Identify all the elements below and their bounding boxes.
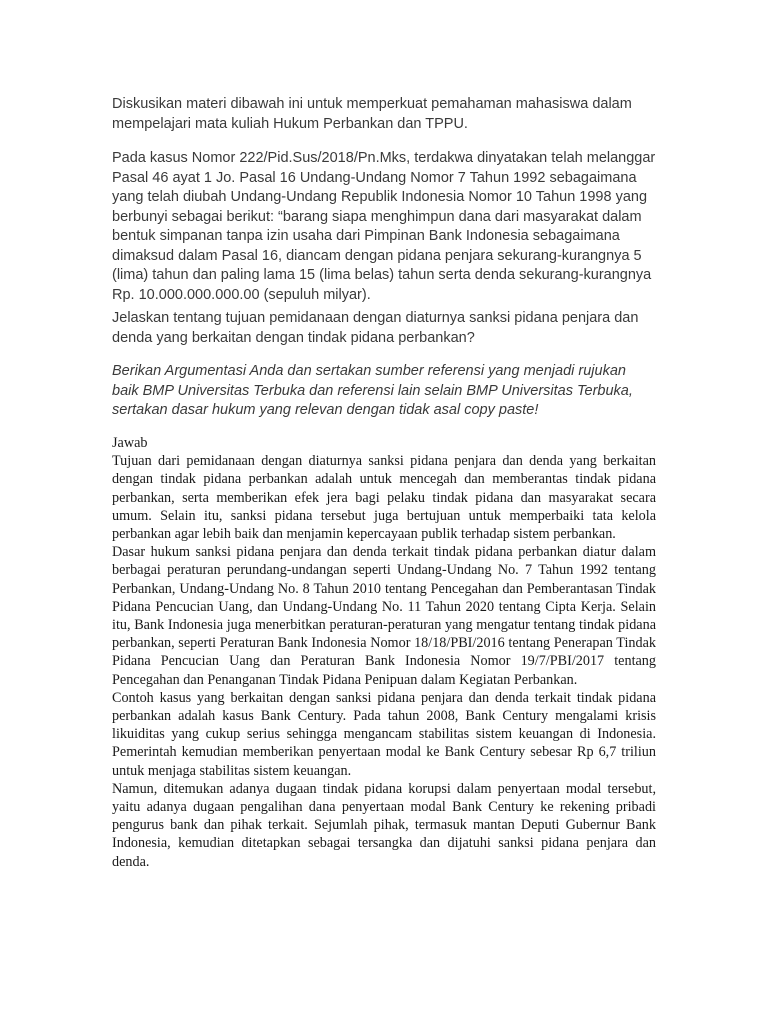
intro-paragraph: Diskusikan materi dibawah ini untuk memperkuat pemahaman mahasiswa dalam mempelajari mata kuliah Hukum Perbankan dan TPPU. <box>112 96 632 132</box>
instruction-paragraph: Berikan Argumentasi Anda dan sertakan sumber referensi yang menjadi rujukan baik BMP Universitas Terbuka dan referensi lain selain BMP Universitas Terbuka, sertakan dasar hukum yang relevan dengan tidak asal copy paste! <box>112 363 633 418</box>
answer-paragraph-2: Dasar hukum sanksi pidana penjara dan denda terkait tindak pidana perbankan diatur dalam berbagai peraturan perundang-undangan seperti Undang-Undang No. 7 Tahun 1992 tentang Perbankan, Undang-Undang No. 8 Tahun 2010 tentang Pencegahan dan Pemberantasan Tindak Pidana Pencucian Uang, dan Undang-Undang No. 11 Tahun 2020 tentang Cipta Kerja. Selain itu, Bank Indonesia juga menerbitkan peraturan-peraturan yang mengatur tentang tindak pidana perbankan, seperti Peraturan Bank Indonesia Nomor 18/18/PBI/2016 tentang Penerapan Tindak Pidana Pencucian Uang dan Peraturan Bank Indonesia Nomor 19/7/PBI/2017 tentang Pencegahan dan Penanganan Tindak Pidana Penipuan dalam Kegiatan Perbankan. <box>112 544 656 688</box>
question-paragraph: Jelaskan tentang tujuan pemidanaan dengan diaturnya sanksi pidana penjara dan denda yang berkaitan dengan tindak pidana perbankan? <box>112 310 639 346</box>
answer-paragraph-1: Tujuan dari pemidanaan dengan diaturnya sanksi pidana penjara dan denda yang berkaitan dengan tindak pidana perbankan adalah untuk mencegah dan memberantas tindak pidana perbankan, serta memberikan efek jera bagi pelaku tindak pidana dan masyarakat secara umum. Selain itu, sanksi pidana tersebut juga bertujuan untuk memperbaiki tata kelola perbankan agar lebih baik dan menjamin kepercayaan publik terhadap sistem perbankan. <box>112 453 656 543</box>
answer-paragraph-3: Contoh kasus yang berkaitan dengan sanksi pidana penjara dan denda terkait tindak pidana perbankan adalah kasus Bank Century. Pada tahun 2008, Bank Century mengalami krisis likuiditas yang cukup serius sehingga mengancam stabilitas sistem keuangan di Indonesia. Pemerintah kemudian memberikan penyertaan modal ke Bank Century sebesar Rp 6,7 triliun untuk menjaga stabilitas sistem keuangan. <box>112 689 656 779</box>
answer-section <box>112 434 656 871</box>
answer-paragraph-4: Namun, ditemukan adanya dugaan tindak pidana korupsi dalam penyertaan modal tersebut, yaitu adanya dugaan pengalihan dana penyertaan modal Bank Century ke rekening pribadi pengurus bank dan pihak terkait. Sejumlah pihak, termasuk mantan Deputi Gubernur Bank Indonesia, kemudian ditetapkan sebagai tersangka dan dijatuhi sanksi pidana penjara dan denda. <box>112 780 656 870</box>
case-paragraph: Pada kasus Nomor 222/Pid.Sus/2018/Pn.Mks, terdakwa dinyatakan telah melanggar Pasal 46 ayat 1 Jo. Pasal 16 Undang-Undang Nomor 7 Tahun 1992 sebagaimana yang telah diubah Undang-Undang Republik Indonesia Nomor 10 Tahun 1998 yang berbunyi sebagai berikut: “barang siapa menghimpun dana dari masyarakat dalam bentuk simpanan tanpa izin usaha dari Pimpinan Bank Indonesia sebagaimana dimaksud dalam Pasal 16, diancam dengan pidana penjara sekurang-kurangnya 5 (lima) tahun dan paling lama 15 (lima belas) tahun serta denda sekurang-kurangnya Rp. 10.000.000.000.00 (sepuluh milyar). <box>112 150 656 303</box>
answer-heading: Jawab <box>112 435 148 451</box>
